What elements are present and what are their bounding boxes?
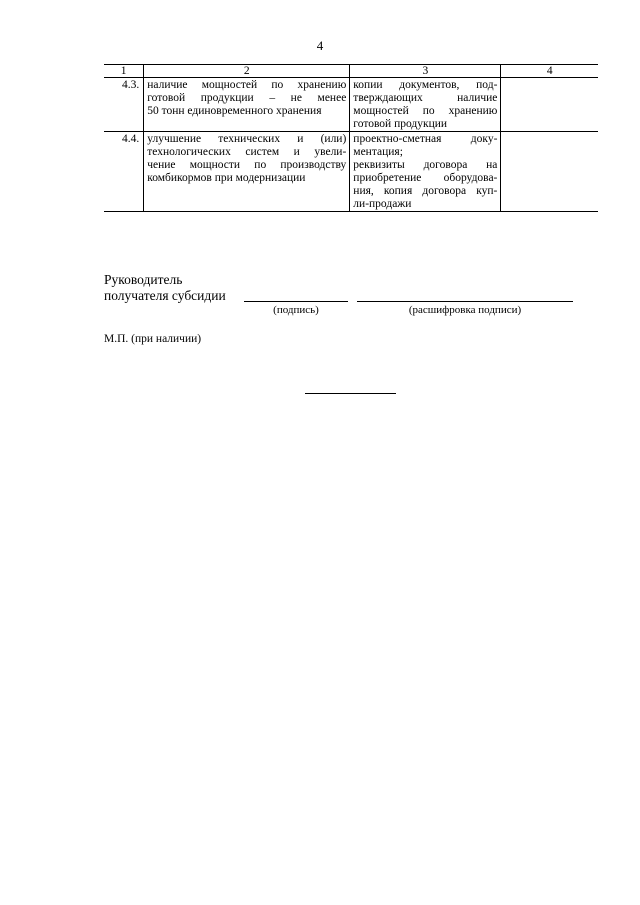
criterion-cell xyxy=(144,132,350,212)
documents-cell xyxy=(350,132,501,212)
criterion-line: 50 тонн единовременного хранения xyxy=(147,105,322,117)
criterion-line: готовой продукции – не менее xyxy=(147,92,347,104)
header-cell-4: 4 xyxy=(501,65,598,78)
signature-title-line: получателя субсидии xyxy=(104,288,226,303)
documents-line: ли-продажи xyxy=(353,198,412,210)
criterion-line: комбикормов при модернизации xyxy=(147,172,306,184)
documents-line: готовой продукции xyxy=(353,118,448,130)
documents-line: тверждающих наличие xyxy=(353,92,498,104)
criterion-line: чение мощности по производству xyxy=(147,159,347,171)
decoding-line xyxy=(357,301,573,302)
signature-title xyxy=(104,272,226,304)
end-separator-line xyxy=(305,393,396,394)
header-cell-2: 2 xyxy=(144,65,350,78)
documents-line: ния, копия договора куп- xyxy=(353,185,498,197)
empty-cell xyxy=(501,132,598,212)
table-row xyxy=(104,78,598,132)
documents-line: реквизиты договора на xyxy=(353,159,498,171)
stamp-note: М.П. (при наличии) xyxy=(104,333,202,345)
empty-cell xyxy=(501,78,598,132)
documents-line: мощностей по хранению xyxy=(353,105,498,117)
documents-line: приобретение оборудова- xyxy=(353,172,498,184)
decoding-caption: (расшифровка подписи) xyxy=(408,304,522,316)
signature-title-line: Руководитель xyxy=(104,272,183,287)
requirements-table xyxy=(104,64,598,212)
documents-line: ментация; xyxy=(353,146,403,158)
header-cell-1: 1 xyxy=(104,65,144,78)
criterion-line: наличие мощностей по хранению xyxy=(147,79,347,91)
table-row xyxy=(104,132,598,212)
row-number: 4.4. xyxy=(104,132,144,212)
page-number: 4 xyxy=(316,38,324,53)
row-number: 4.3. xyxy=(104,78,144,132)
documents-line: копии документов, под- xyxy=(353,79,498,91)
signature-caption: (подпись) xyxy=(273,304,319,316)
criterion-line: технологических систем и увели- xyxy=(147,146,347,158)
table-header-row xyxy=(104,65,598,78)
documents-line: проектно-сметная доку- xyxy=(353,133,498,145)
documents-cell xyxy=(350,78,501,132)
criterion-line: улучшение технических и (или) xyxy=(147,133,347,145)
header-cell-3: 3 xyxy=(350,65,501,78)
criterion-cell xyxy=(144,78,350,132)
signature-line xyxy=(244,301,348,302)
